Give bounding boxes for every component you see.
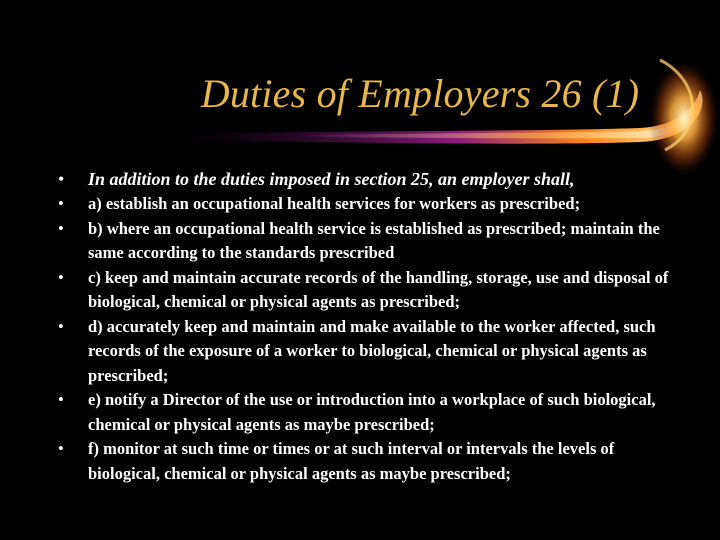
bullet-item	[58, 266, 678, 315]
bullet-marker-icon: •	[58, 267, 64, 287]
bullet-text: e) notify a Director of the use or introduction into a workplace of such biological, chemical or physical agents as maybe prescribed;	[88, 390, 656, 434]
bullet-text: f) monitor at such time or times or at such interval or intervals the levels of biological, chemical or physical agents as maybe prescribed;	[88, 439, 615, 483]
bullet-list	[58, 166, 678, 486]
bullet-item	[58, 166, 678, 192]
slide-title: Duties of Employers 26 (1)	[200, 71, 640, 116]
bullet-marker-icon: •	[58, 218, 64, 238]
bullet-text: a) establish an occupational health services for workers as prescribed;	[88, 194, 581, 213]
bullet-marker-icon: •	[58, 194, 64, 213]
bullet-text: c) keep and maintain accurate records of the handling, storage, use and disposal of biological, chemical or physical agents as prescribed;	[88, 267, 669, 311]
bullet-marker-icon: •	[58, 439, 64, 458]
bullet-text: In addition to the duties imposed in section 25, an employer shall,	[88, 169, 575, 189]
bullet-item	[58, 437, 678, 486]
bullet-item	[58, 388, 678, 437]
bullet-marker-icon: •	[58, 390, 64, 409]
bullet-item	[58, 315, 678, 389]
bullet-item	[58, 217, 678, 266]
bullet-text: b) where an occupational health service is established as prescribed; maintain the same according to the standards prescribed	[88, 218, 660, 262]
bullet-marker-icon: •	[58, 316, 64, 336]
bullet-item	[58, 192, 678, 217]
bullet-text: d) accurately keep and maintain and make available to the worker affected, such records of the exposure of a worker to biological, chemical or physical agents as prescribed;	[88, 316, 656, 385]
bullet-marker-icon: •	[58, 169, 65, 189]
